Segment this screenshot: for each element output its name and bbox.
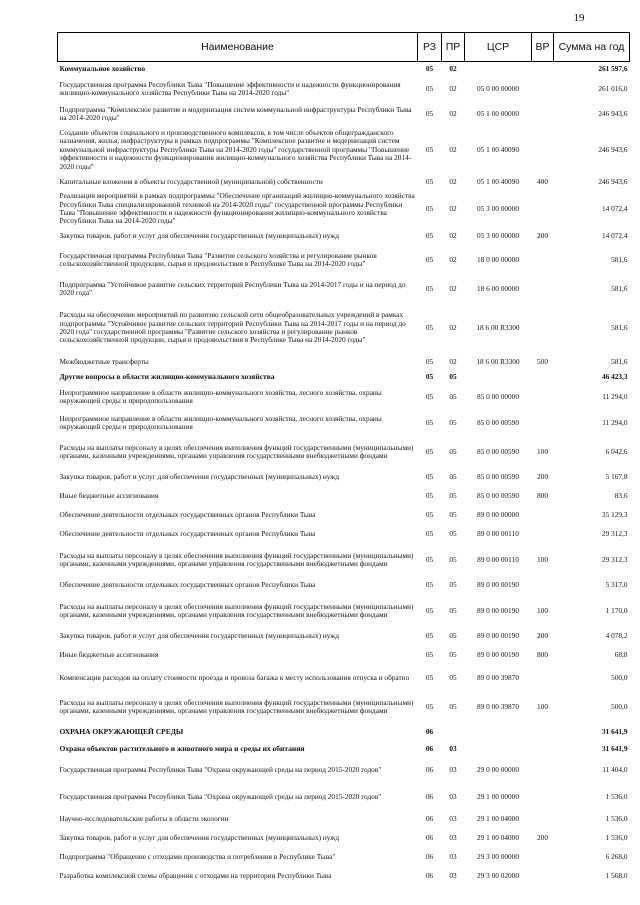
row-vr	[532, 244, 554, 276]
row-vr	[532, 576, 554, 595]
row-amount: 83,6	[614, 491, 628, 501]
row-vr	[532, 62, 554, 77]
table-row	[58, 810, 630, 829]
row-csr: 29 3 00 00000	[477, 852, 519, 862]
row-name: Коммунальное хозяйство	[59, 63, 146, 73]
row-pr: 05	[449, 491, 457, 501]
row-vr	[532, 810, 554, 829]
row-rz: 05	[425, 83, 434, 93]
table-row	[58, 302, 630, 354]
row-vr	[532, 848, 554, 867]
row-pr: 02	[449, 322, 457, 332]
row-name: ОХРАНА ОКРУЖАЮЩЕЙ СРЕДЫ	[59, 727, 184, 737]
row-name: Закупка товаров, работ и услуг для обеспечения государственных (муниципальных) нужд	[59, 472, 340, 482]
row-csr	[465, 62, 532, 77]
row-csr: 29 3 00 02000	[477, 871, 519, 881]
table-row	[58, 370, 630, 384]
row-rz: 06	[425, 764, 434, 774]
row-csr: 05 0 00 00000	[477, 83, 519, 93]
row-pr: 02	[449, 63, 457, 73]
row-pr: 05	[449, 446, 457, 456]
row-rz: 06	[425, 852, 434, 862]
row-name: Иные бюджетные ассигнования	[59, 491, 159, 501]
row-amount: 1 536,0	[605, 833, 628, 843]
row-csr: 18 6 00 R3300	[476, 356, 520, 366]
row-name: Другие вопросы в области жилищно-коммунального хозяйства	[59, 371, 275, 381]
column-header-name: Наименование	[58, 33, 418, 62]
row-amount: 14 072,4	[601, 203, 628, 213]
row-csr: 05 1 00 40090	[477, 144, 519, 154]
table-row	[58, 646, 630, 665]
row-amount: 68,8	[614, 650, 628, 660]
table-row	[58, 102, 630, 126]
row-pr: 02	[449, 254, 457, 264]
row-amount: 11 294,0	[602, 391, 628, 401]
row-amount: 261 597,6	[598, 63, 628, 73]
row-csr: 29 1 00 00000	[477, 791, 519, 801]
row-amount: 29 312,3	[601, 529, 628, 539]
table-row	[58, 756, 630, 784]
row-vr	[532, 384, 554, 410]
table-row	[58, 62, 630, 77]
row-vr: 800	[537, 491, 548, 501]
row-amount: 29 312,3	[601, 554, 628, 564]
row-name: Обеспечение деятельности отдельных государственных органов Республики Тыва	[59, 529, 316, 539]
row-rz: 05	[425, 176, 434, 186]
row-pr: 02	[449, 108, 457, 118]
table-row	[58, 595, 630, 627]
table-row	[58, 487, 630, 506]
row-amount: 1 536,0	[605, 814, 628, 824]
row-rz: 05	[425, 580, 434, 590]
table-row	[58, 244, 630, 276]
row-vr: 500	[537, 356, 548, 366]
row-pr: 05	[449, 650, 457, 660]
row-amount: 1 536,0	[605, 791, 628, 801]
table-row	[58, 723, 630, 742]
row-amount: 14 072,4	[601, 230, 628, 240]
row-vr	[532, 756, 554, 784]
table-row	[58, 829, 630, 848]
row-vr: 200	[537, 472, 548, 482]
row-csr: 05 3 00 00000	[477, 203, 519, 213]
row-csr: 29 1 00 04000	[477, 833, 519, 843]
row-pr: 02	[449, 83, 457, 93]
row-csr: 18 6 00 R3300	[476, 322, 520, 332]
row-rz: 06	[425, 871, 434, 881]
column-header-csr: ЦСР	[465, 33, 532, 62]
row-rz: 05	[425, 283, 434, 293]
budget-table	[57, 32, 630, 886]
table-row	[58, 691, 630, 723]
row-name: Закупка товаров, работ и услуг для обеспечения государственных (муниципальных) нужд	[59, 833, 340, 843]
row-pr: 05	[449, 701, 457, 711]
row-amount: 5 167,8	[605, 472, 628, 482]
row-name: Межбюджетные трансферты	[59, 356, 149, 366]
row-name: Охрана объектов растительного и животного мира и среды их обитания	[59, 743, 305, 753]
row-pr: 05	[449, 529, 457, 539]
row-amount: 246 943,6	[598, 176, 628, 186]
row-csr: 89 0 00 00190	[477, 605, 519, 615]
row-vr	[532, 784, 554, 810]
row-pr: 02	[449, 356, 457, 366]
row-name: Государственная программа Республики Тыва "Охрана окружающей среды на период 2015-2020 годов"	[59, 791, 382, 801]
row-name: Подпрограмма "Комплексное развитие и модернизация систем коммунальной инфраструктуры Республики Тыва на 2014-2020 годы"	[59, 104, 412, 122]
row-rz: 05	[425, 371, 434, 381]
table-body	[58, 62, 630, 887]
table-row	[58, 742, 630, 756]
column-header-pr: ПР	[442, 33, 465, 62]
row-pr: 05	[449, 554, 457, 564]
row-rz: 05	[425, 631, 434, 641]
row-amount: 31 641,9	[601, 743, 628, 753]
row-rz: 05	[425, 472, 434, 482]
row-amount: 11 404,0	[602, 764, 628, 774]
row-csr: 89 0 00 00190	[477, 631, 519, 641]
row-rz: 05	[425, 417, 434, 427]
row-vr: 100	[537, 605, 548, 615]
column-header-vr: ВР	[532, 33, 554, 62]
row-name: Обеспечение деятельности отдельных государственных органов Республики Тыва	[59, 510, 316, 520]
row-vr	[532, 525, 554, 544]
row-rz: 05	[425, 254, 434, 264]
row-rz: 05	[425, 391, 434, 401]
row-csr: 05 1 00 40090	[477, 176, 519, 186]
row-rz: 05	[425, 356, 434, 366]
row-name: Закупка товаров, работ и услуг для обеспечения государственных (муниципальных) нужд	[59, 631, 340, 641]
table-row	[58, 126, 630, 174]
row-pr: 05	[449, 631, 457, 641]
row-vr: 400	[537, 176, 548, 186]
row-pr: 05	[449, 391, 457, 401]
row-vr	[532, 302, 554, 354]
table-row	[58, 784, 630, 810]
row-name: Государственная программа Республики Тыва "Повышение эффективности и надежности функционирования жилищно-коммунального хозяйства Республики Тыва на 2014-2020 годы"	[59, 79, 401, 97]
row-amount: 46 423,3	[601, 371, 628, 381]
row-name: Непрограммное направление в области жилищно-коммунального хозяйства, лесного хозяйства, охраны окружающей среды и природопользования	[59, 387, 382, 405]
row-csr: 85 0 00 00590	[477, 472, 519, 482]
row-csr: 89 0 00 39870	[477, 701, 519, 711]
row-pr	[442, 723, 465, 742]
row-csr: 89 0 00 00190	[477, 580, 519, 590]
row-name: Компенсация расходов на оплату стоимости проезда и провоза багажа к месту использования отпуска и обратно	[59, 672, 410, 682]
table-row	[58, 627, 630, 646]
table-row	[58, 544, 630, 576]
row-vr: 200	[537, 230, 548, 240]
table-row	[58, 665, 630, 691]
row-pr: 05	[449, 371, 457, 381]
row-csr: 05 1 00 00000	[477, 108, 519, 118]
row-amount: 581,6	[611, 283, 628, 293]
row-vr	[532, 723, 554, 742]
row-amount: 581,6	[611, 356, 628, 366]
row-pr: 03	[449, 871, 457, 881]
row-csr: 89 0 00 00000	[477, 510, 519, 520]
row-amount: 1 170,0	[605, 605, 628, 615]
row-pr: 03	[449, 852, 457, 862]
row-rz: 05	[425, 510, 434, 520]
row-rz: 05	[425, 491, 434, 501]
row-csr: 89 0 00 00190	[477, 650, 519, 660]
row-vr: 800	[537, 650, 548, 660]
table-row	[58, 228, 630, 244]
table-row	[58, 436, 630, 468]
row-rz: 05	[425, 554, 434, 564]
row-vr	[532, 742, 554, 756]
row-rz: 05	[425, 650, 434, 660]
row-name: Расходы на выплаты персоналу в целях обеспечения выполнения функций государственными (муниципальными) органами, казенными учреждениями, органами управления государственными внебюджетными фондами	[59, 442, 414, 460]
row-csr: 85 0 00 00590	[477, 491, 519, 501]
row-csr: 18 0 00 00000	[477, 254, 519, 264]
row-rz: 05	[425, 63, 434, 73]
row-rz: 05	[425, 529, 434, 539]
table-row	[58, 384, 630, 410]
row-rz: 05	[425, 203, 434, 213]
table-row	[58, 848, 630, 867]
row-csr: 85 0 00 00000	[477, 391, 519, 401]
row-rz: 06	[425, 727, 434, 737]
row-pr: 05	[449, 417, 457, 427]
row-amount: 500,0	[611, 701, 628, 711]
row-name: Расходы на обеспечение мероприятий по развитию сельской сети общеобразовательных учреждений в рамках подпрограммы "Устойчивое развитие сельских территорий Республики Тыва на 2014-2017 годы и на период до 2020 года" государственной программы "Развитие сельского хозяйства и регулирование рынков сельскохозяйственной продукции, сырья и продовольствия в Республике Тыва на 2014-2020 годы"	[59, 310, 406, 345]
table-row	[58, 525, 630, 544]
row-csr	[465, 742, 532, 756]
row-name: Государственная программа Республики Тыва "Развитие сельского хозяйства и регулирование рынков сельскохозяйственной продукции, сырья и продовольствия в Республике Тыва на 2014-2020 годы"	[59, 250, 377, 268]
row-rz: 06	[425, 743, 434, 753]
row-rz: 06	[425, 814, 434, 824]
row-vr: 200	[537, 833, 548, 843]
row-vr: 200	[537, 631, 548, 641]
row-name: Капитальные вложения в объекты государственной (муниципальной) собственности	[59, 176, 323, 186]
table-header	[58, 33, 630, 62]
page-number: 19	[573, 12, 585, 24]
row-name: Расходы на выплаты персоналу в целях обеспечения выполнения функций государственными (муниципальными) органами, казенными учреждениями, органами управления государственными внебюджетными фондами	[59, 601, 414, 619]
row-vr	[532, 506, 554, 525]
row-rz: 05	[425, 605, 434, 615]
row-csr	[465, 370, 532, 384]
row-pr: 03	[449, 764, 457, 774]
row-pr: 02	[449, 176, 457, 186]
row-pr: 03	[449, 743, 457, 753]
row-vr: 100	[537, 554, 548, 564]
row-rz: 06	[425, 833, 434, 843]
row-name: Государственная программа Республики Тыва "Охрана окружающей среды на период 2015-2020 годов"	[59, 764, 382, 774]
row-csr: 89 0 00 00110	[477, 529, 519, 539]
table-row	[58, 276, 630, 302]
row-name: Реализация мероприятий в рамках подпрограммы "Обеспечение организаций жилищно-коммунального хозяйства Республики Тыва специализированной техникой на 2014-2020 годы" государственной программы Республики Тыва "Повышение эффективности и надежности функционирования жилищно-коммунального хозяйства Республики Тыва на 2014-2020 годы"	[59, 191, 415, 226]
row-rz: 05	[425, 672, 434, 682]
row-pr: 02	[449, 283, 457, 293]
row-amount: 6 042,6	[605, 446, 628, 456]
row-name: Расходы на выплаты персоналу в целях обеспечения выполнения функций государственными (муниципальными) органами, казенными учреждениями, органами управления государственными внебюджетными фондами	[59, 550, 414, 568]
row-pr: 05	[449, 672, 457, 682]
row-amount: 11 294,0	[602, 417, 628, 427]
row-amount: 581,6	[611, 254, 628, 264]
row-amount: 1 568,0	[605, 871, 628, 881]
table-row	[58, 506, 630, 525]
row-vr	[532, 370, 554, 384]
row-pr: 05	[449, 472, 457, 482]
row-vr	[532, 126, 554, 174]
row-amount: 4 078,2	[605, 631, 628, 641]
row-csr: 29 1 00 04000	[477, 814, 519, 824]
table-row	[58, 174, 630, 190]
row-name: Обеспечение деятельности отдельных государственных органов Республики Тыва	[59, 580, 316, 590]
row-pr: 03	[449, 814, 457, 824]
row-name: Подпрограмма "Обращение с отходами производства и потребления в Республике Тыва"	[59, 852, 336, 862]
row-rz: 05	[425, 322, 434, 332]
row-csr: 85 0 00 00590	[477, 446, 519, 456]
row-pr: 02	[449, 144, 457, 154]
row-csr: 89 0 00 39870	[477, 672, 519, 682]
column-header-rz: РЗ	[418, 33, 442, 62]
row-amount: 261 016,0	[598, 83, 628, 93]
row-rz: 05	[425, 230, 434, 240]
row-vr	[532, 665, 554, 691]
row-csr: 18 6 00 00000	[477, 283, 519, 293]
row-vr: 100	[537, 446, 548, 456]
row-csr: 85 0 00 00590	[477, 417, 519, 427]
row-csr	[465, 723, 532, 742]
table-row	[58, 76, 630, 102]
table-row	[58, 867, 630, 886]
row-name: Непрограммное направление в области жилищно-коммунального хозяйства, лесного хозяйства, охраны окружающей среды и природопользования	[59, 413, 382, 431]
row-vr	[532, 102, 554, 126]
row-pr: 05	[449, 605, 457, 615]
row-pr: 03	[449, 833, 457, 843]
row-name: Научно-исследовательские работы в области экологии	[59, 814, 229, 824]
row-amount: 246 943,6	[598, 144, 628, 154]
row-rz: 06	[425, 791, 434, 801]
row-pr: 02	[449, 230, 457, 240]
row-name: Подпрограмма "Устойчивое развитие сельских территорий Республики Тыва на 2014-2017 годы и на период до 2020 года"	[59, 279, 406, 297]
row-rz: 05	[425, 108, 434, 118]
row-vr	[532, 867, 554, 886]
row-vr	[532, 190, 554, 228]
row-csr: 29 0 00 00000	[477, 764, 519, 774]
row-name: Разработка комплексной схемы обращения с отходами на территории Республики Тыва	[59, 871, 332, 881]
row-pr: 05	[449, 510, 457, 520]
table-row	[58, 354, 630, 370]
row-vr	[532, 410, 554, 436]
row-amount: 500,0	[611, 672, 628, 682]
row-amount: 581,6	[611, 322, 628, 332]
row-name: Иные бюджетные ассигнования	[59, 650, 159, 660]
row-rz: 05	[425, 144, 434, 154]
table-row	[58, 576, 630, 595]
row-pr: 02	[449, 203, 457, 213]
row-csr: 05 3 00 00000	[477, 230, 519, 240]
row-pr: 05	[449, 580, 457, 590]
row-pr: 03	[449, 791, 457, 801]
row-rz: 05	[425, 701, 434, 711]
row-amount: 246 943,6	[598, 108, 628, 118]
row-csr: 89 0 00 00110	[477, 554, 519, 564]
row-name: Закупка товаров, работ и услуг для обеспечения государственных (муниципальных) нужд	[59, 230, 340, 240]
row-name: Расходы на выплаты персоналу в целях обеспечения выполнения функций государственными (муниципальными) органами, казенными учреждениями, органами управления государственными внебюджетными фондами	[59, 697, 414, 715]
row-rz: 05	[425, 446, 434, 456]
row-vr: 100	[537, 701, 548, 711]
row-name: Создание объектов социального и производственного комплексов, в том числе объектов общегражданского назначения, жилья, инфраструктуры в рамках подпрограммы "Комплексное развитие и модернизация систем коммунальной инфраструктуры Республики Тыва на 2014-2020 годы" государственной программы "Повышение эффективности и надежности функционирования жилищно-коммунального хозяйства Республики Тыва на 2014-2020 годы"	[59, 127, 412, 171]
table-row	[58, 190, 630, 228]
row-vr	[532, 276, 554, 302]
row-vr	[532, 76, 554, 102]
column-header-amount: Сумма на год	[554, 33, 630, 62]
row-amount: 35 129,3	[601, 510, 628, 520]
row-amount: 6 268,0	[605, 852, 628, 862]
row-amount: 5 317,0	[605, 580, 628, 590]
table-row	[58, 468, 630, 487]
table-row	[58, 410, 630, 436]
row-amount: 31 641,9	[601, 727, 628, 737]
